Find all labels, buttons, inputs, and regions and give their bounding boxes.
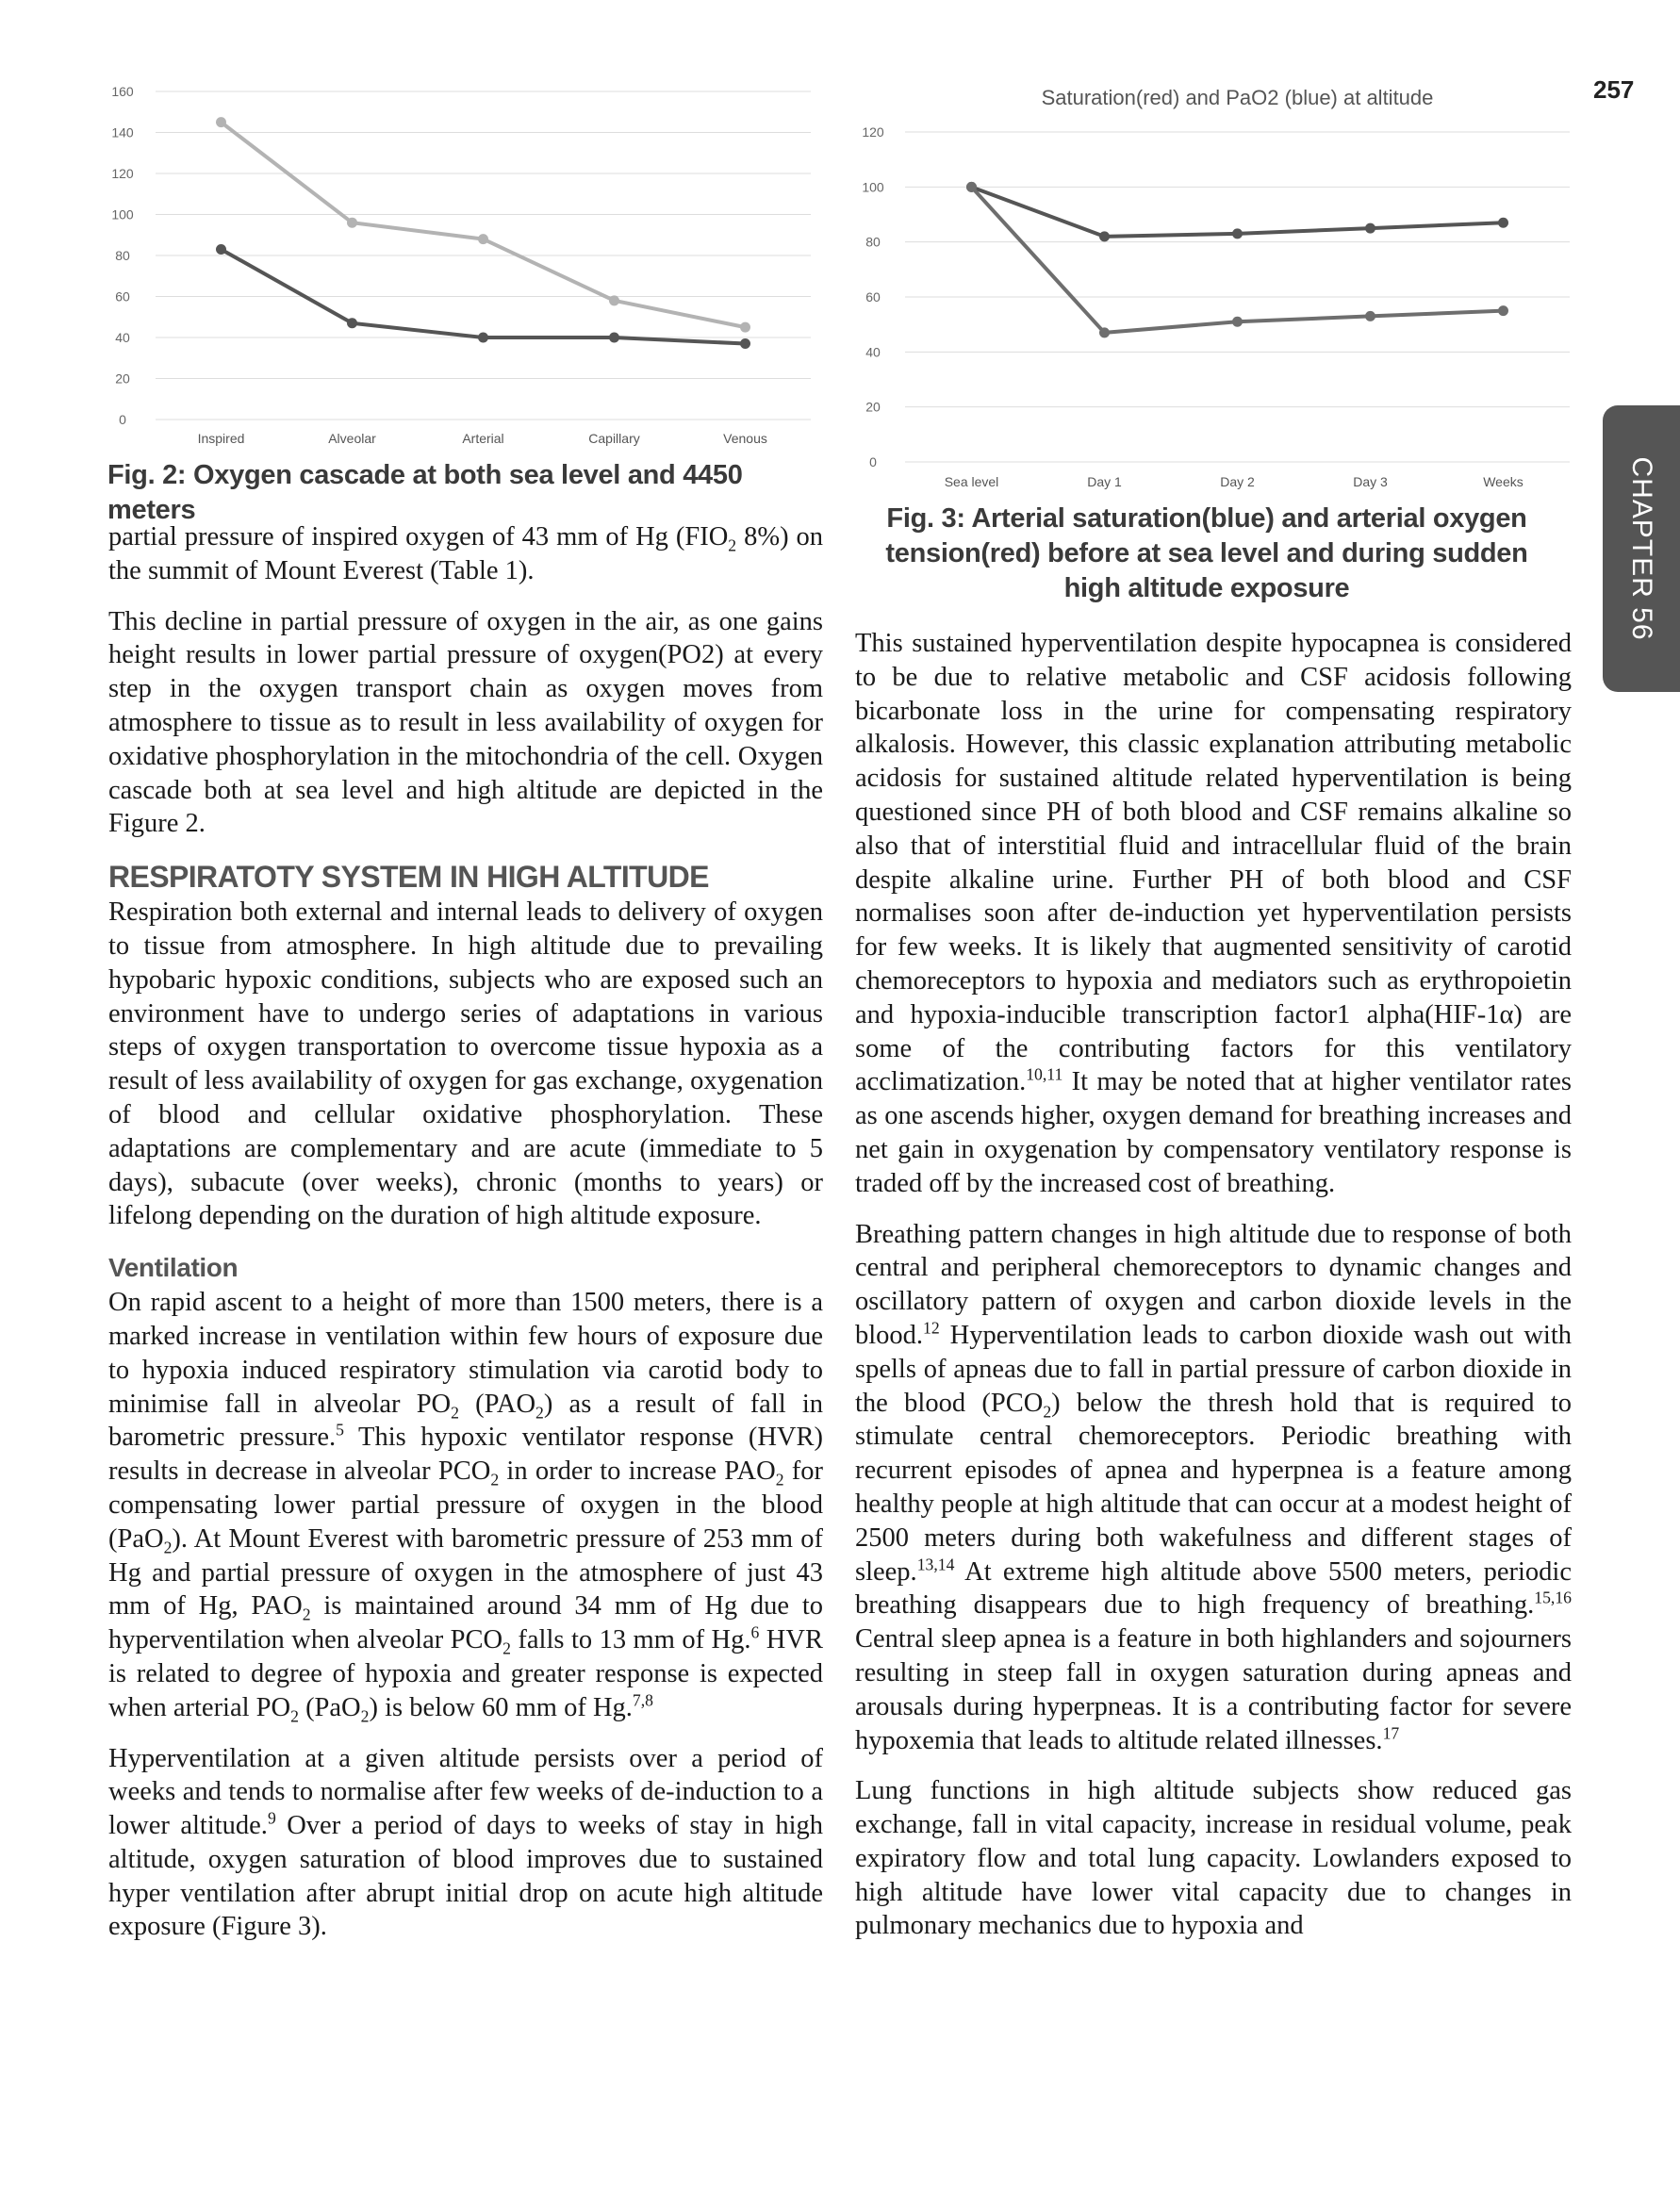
y-tick-label: 60: [115, 288, 130, 304]
data-point: [1232, 317, 1243, 327]
data-point: [740, 338, 750, 349]
right-paragraph-3: Lung functions in high altitude subjects show reduced gas exchange, fall in vital capacity, increase in residual volume, peak expiratory flow and total lung capacity. Lowlanders exposed to high altitude have lower vital capacity due to changes in pulmonary mechanics due to hypoxia and: [855, 1776, 1572, 1941]
left-paragraph-4: On rapid ascent to a height of more than 1500 meters, there is a marked increase in ventilation within few hours of exposure due to hypoxia induced respiratory stimulation via carotid body to minimise fall in alveolar $PO_2$ $(PAO_2)$ as a result of fall in barometric pressure.$^5$ This hypoxic ventilator response (HVR) results in decrease in alveolar $PCO_2$ in order to increase $PAO_2$ for compensating lower partial pressure of oxygen in the blood (PaO$_2$). At Mount Everest with barometric pressure of 253 mm of Hg and partial pressure of oxygen in the atmosphere of just 43 mm of Hg, $PAO_2$ is maintained around 34 mm of Hg due to hyperventilation when alveolar $PCO_2$ falls to 13 mm of Hg.$^6$ HVR is related to degree of hypoxia and greater response is expected when arterial $PO_2$ (PaO$_2$) is below 60 mm of Hg.$^{7,8}$: [108, 1288, 824, 1726]
data-point: [1498, 218, 1508, 228]
data-point: [609, 333, 619, 343]
fig3-caption: Fig. 3: Arterial saturation(blue) and arterial oxygen tension(red) before at sea level and during sudden high altitude exposure: [885, 503, 1528, 603]
y-tick-label: 100: [862, 179, 884, 195]
x-tick-label: Arterial: [462, 431, 504, 446]
y-tick-label: 100: [111, 206, 134, 222]
left-paragraph-3: Respiration both external and internal leads to delivery of oxygen to tissue from atmosphere. In high altitude due to prevailing hypobaric hypoxic conditions, subjects who are exposed such an environment have to undergo series of adaptations in various steps of oxygen transportation to overcome tissue hypoxia as a result of less availability of oxygen for gas exchange, oxygenation of blood and cellular oxidative phosphorylation. These adaptations are complementary and are acute (immediate to 5 days), subacute (over weeks), chronic (months to years) or lifelong depending on the duration of high altitude exposure.: [108, 897, 823, 1231]
x-tick-label: Venous: [723, 431, 767, 446]
data-point: [1232, 228, 1243, 239]
right-paragraph-2: Breathing pattern changes in high altitude due to response of both central and peripheral chemoreceptors to dynamic changes and oscillatory pattern of oxygen and carbon dioxide levels in the blood.$^{12}$ Hyperventilation leads to carbon dioxide wash out with spells of apneas due to fall in partial pressure of carbon dioxide in the blood $(PCO_2)$ below the thresh hold that is required to stimulate central chemoreceptors. Periodic breathing with recurrent episodes of apnea and hyperpnea is a feature among healthy people at high altitude that can occur at a modest height of 2500 meters during both wakefulness and different stages of sleep.$^{13,14}$ At extreme high altitude above 5500 meters, periodic breathing disappears due to high frequency of breathing.$^{15,16}$ Central sleep apnea is a feature in both highlanders and sojourners resulting in steep fall in oxygen saturation during apneas and arousals during hyperpneas. It is a contributing factor for severe hypoxemia that leads to altitude related illnesses.$^{17}$: [855, 1219, 1572, 1755]
data-point: [1365, 311, 1375, 321]
data-point: [478, 234, 488, 244]
data-point: [966, 182, 977, 192]
section-heading-respiratory: RESPIRATOTY SYSTEM IN HIGH ALTITUDE: [108, 860, 709, 895]
y-tick-label: 120: [862, 124, 884, 140]
chapter-tab: [1603, 405, 1680, 692]
data-point: [1498, 305, 1508, 316]
data-point: [347, 318, 357, 328]
subsection-heading-ventilation: Ventilation: [108, 1253, 239, 1283]
y-tick-label: 20: [115, 370, 130, 387]
data-point: [1099, 231, 1110, 241]
fig2-caption: Fig. 2: Oxygen cascade at both sea level and 4450 meters: [107, 460, 743, 525]
y-tick-label: 40: [115, 330, 130, 345]
y-tick-label: 20: [865, 399, 881, 415]
data-point: [216, 244, 226, 255]
y-tick-label: 160: [111, 84, 134, 99]
data-point: [1099, 327, 1110, 337]
data-point: [478, 333, 488, 343]
x-tick-label: Day 2: [1220, 474, 1255, 489]
y-tick-label: 80: [115, 248, 130, 263]
data-point: [347, 218, 357, 228]
y-tick-label: 120: [111, 166, 134, 181]
x-tick-label: Day 1: [1087, 474, 1122, 489]
page-number: 257: [1593, 75, 1635, 104]
left-column: [108, 520, 823, 1961]
right-column: [855, 627, 1572, 1960]
y-tick-label: 0: [119, 412, 126, 427]
x-tick-label: Inspired: [197, 431, 245, 446]
left-paragraph-5: Hyperventilation at a given altitude persists over a period of weeks and tends to normalise after few weeks of de-induction to a lower altitude.$^9$ Over a period of days to weeks of stay in high altitude, oxygen saturation of blood improves due to sustained hyper ventilation after abrupt initial drop on acute high altitude exposure (Figure 3).: [108, 1743, 823, 1942]
x-tick-label: Sea level: [944, 474, 999, 489]
left-paragraph-1: partial pressure of inspired oxygen of 43 mm of Hg ($FIO_2$ 8%) on the summit of Mount Everest (Table 1).: [108, 522, 824, 585]
chart-title: Saturation(red) and PaO2 (blue) at altitude: [1041, 86, 1434, 109]
right-paragraph-1: This sustained hyperventilation despite hypocapnea is considered to be due to relative metabolic and CSF acidosis following bicarbonate loss in the urine for compensating respiratory alkalosis. However, this classic explanation attributing metabolic acidosis for sustained altitude related hyperventilation is being questioned since PH of both blood and CSF remains alkaline so also that of interstitial fluid and intracellular fluid of the brain despite alkaline urine. Further PH of both blood and CSF normalises soon after de-induction yet hyperventilation persists for few weeks. It is likely that augmented sensitivity of carotid chemoreceptors to hypoxia and mediators such as erythropoietin and hypoxia-inducible transcription factor1 alpha(HIF-1α) are some of the contributing factors for this ventilatory acclimatization.$^{10,11}$ It may be noted that at higher ventilator rates as one ascends higher, oxygen demand for breathing increases and net gain in oxygenation by compensatory ventilatory response is traded off by the increased cost of breathing.: [855, 629, 1572, 1198]
chapter-tab-label: CHAPTER 56: [1626, 456, 1657, 641]
left-paragraph-2: This decline in partial pressure of oxygen in the air, as one gains height results in lower partial pressure of oxygen(PO2) at every step in the oxygen transport chain as oxygen moves from atmosphere to tissue as to result in less availability of oxygen for oxidative phosphorylation in the mitochondria of the cell. Oxygen cascade both at sea level and high altitude are depicted in the Figure 2.: [108, 606, 823, 839]
y-tick-label: 40: [865, 344, 881, 360]
y-tick-label: 140: [111, 124, 134, 140]
x-tick-label: Capillary: [588, 431, 640, 446]
data-point: [609, 295, 619, 305]
x-tick-label: Day 3: [1353, 474, 1388, 489]
y-tick-label: 0: [869, 454, 877, 469]
x-tick-label: Alveolar: [328, 431, 376, 446]
oxygen-cascade-chart: [0, 66, 811, 462]
x-tick-label: Weeks: [1483, 474, 1524, 489]
series-line-2: [972, 187, 1504, 333]
data-point: [216, 117, 226, 127]
y-tick-label: 80: [865, 234, 881, 250]
saturation-altitude-chart: [830, 75, 1603, 500]
y-tick-label: 60: [865, 289, 881, 304]
data-point: [1365, 223, 1375, 234]
data-point: [740, 322, 750, 333]
